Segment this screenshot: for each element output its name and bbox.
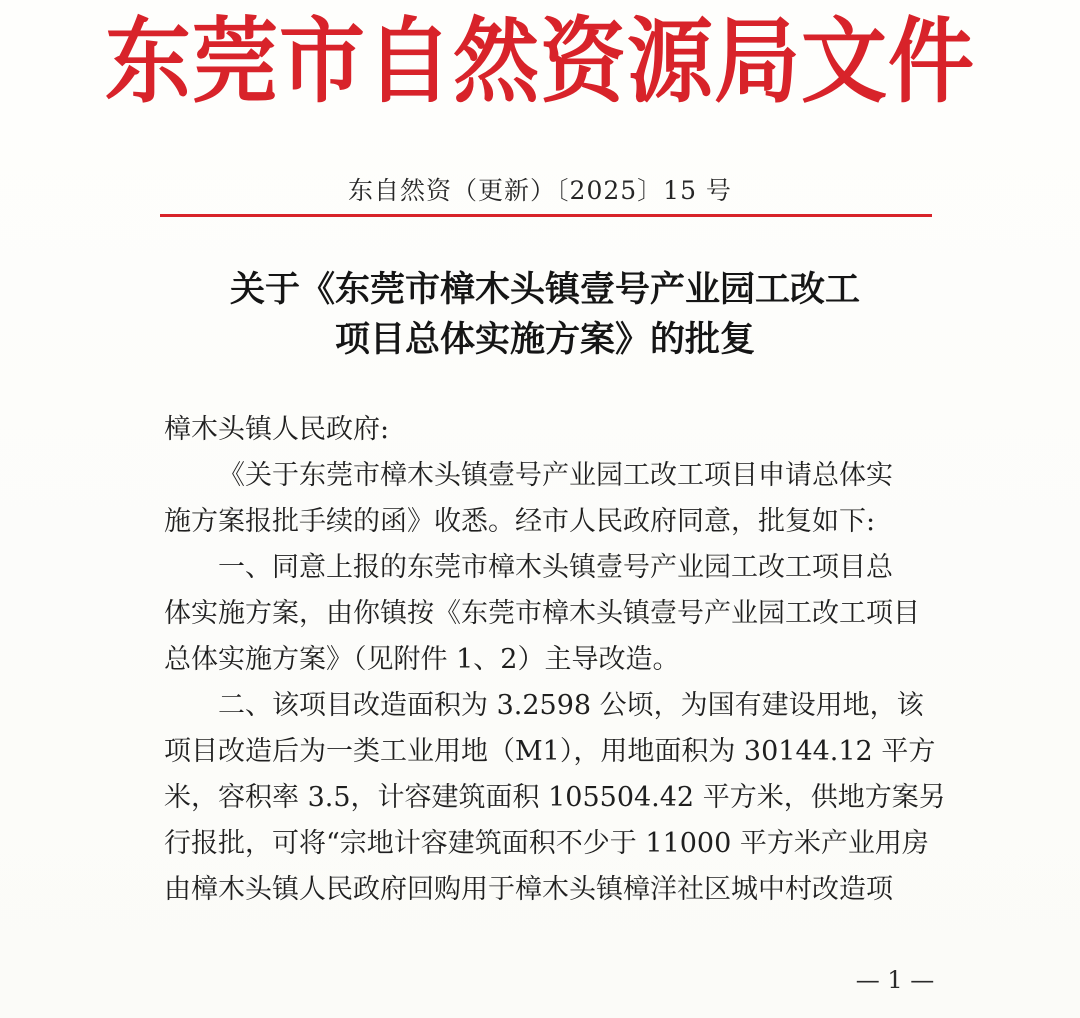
body-line: 二、该项目改造面积为 3.2598 公顷，为国有建设用地，该 — [218, 690, 924, 721]
body-line: 行报批，可将“宗地计容建筑面积不少于 11000 平方米产业用房 — [164, 828, 929, 859]
body-line: 总体实施方案》（见附件 1、2）主导改造。 — [164, 644, 680, 675]
title-line: 关于《东莞市樟木头镇壹号产业园工改工 — [229, 270, 860, 310]
title-line: 项目总体实施方案》的批复 — [334, 320, 755, 360]
document-body — [164, 407, 944, 913]
issuer-header: 东莞市自然资源局文件 — [105, 8, 975, 117]
salutation: 樟木头镇人民政府: — [164, 414, 390, 445]
body-line: 由樟木头镇人民政府回购用于樟木头镇樟洋社区城中村改造项 — [164, 874, 893, 905]
body-line: 一、同意上报的东莞市樟木头镇壹号产业园工改工项目总 — [218, 552, 893, 583]
document-title — [150, 265, 940, 365]
body-line: 施方案报批手续的函》收悉。经市人民政府同意，批复如下: — [164, 506, 876, 537]
body-line: 体实施方案，由你镇按《东莞市樟木头镇壹号产业园工改工项目 — [164, 598, 920, 629]
body-line: 项目改造后为一类工业用地（M1），用地面积为 30144.12 平方 — [164, 736, 936, 767]
red-divider-line — [160, 214, 932, 217]
body-line: 《关于东莞市樟木头镇壹号产业园工改工项目申请总体实 — [218, 460, 893, 491]
document-number: 东自然资（更新）〔2025〕15 号 — [348, 176, 732, 205]
body-line: 米，容积率 3.5，计容建筑面积 105504.42 平方米，供地方案另 — [164, 782, 946, 813]
page-number: — 1 — — [855, 966, 935, 994]
